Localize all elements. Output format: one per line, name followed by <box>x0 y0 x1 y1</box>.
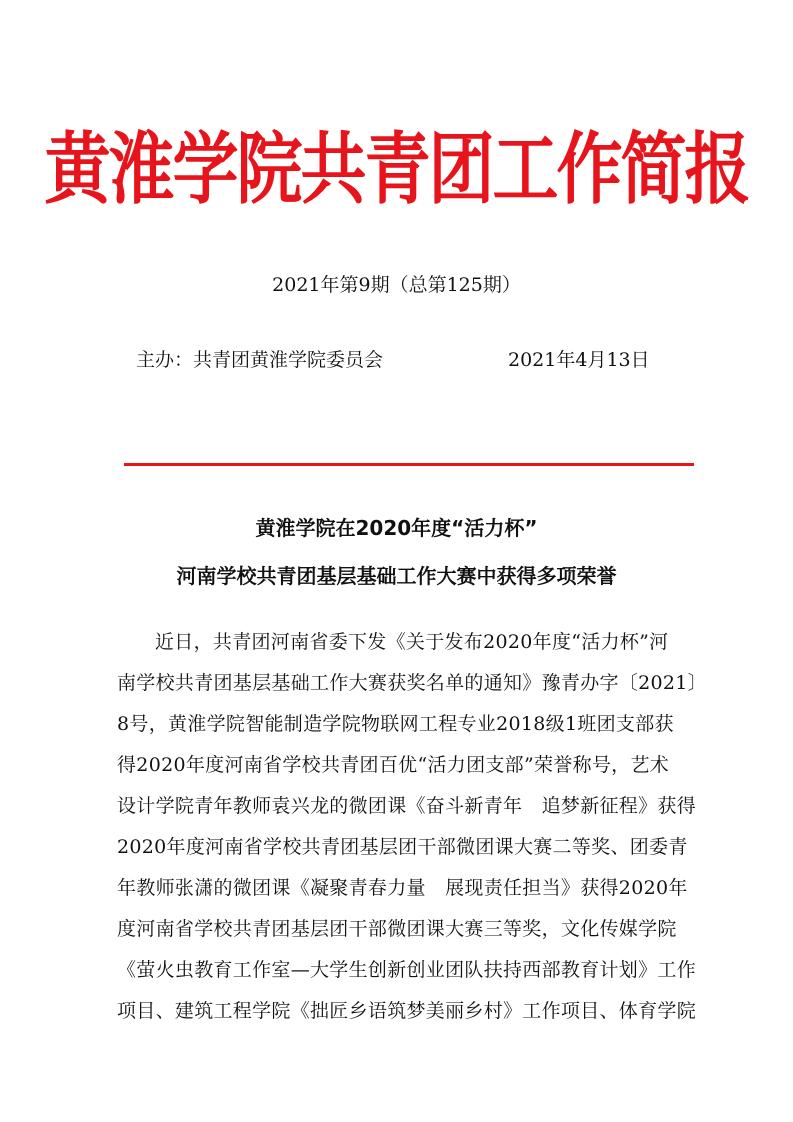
body-line: 《萤火虫教育工作室—大学生创新创业团队扶持西部教育计划》工作 <box>117 959 697 981</box>
masthead-title-text: 黄淮学院共青团工作简报 <box>44 123 749 215</box>
header-divider <box>124 463 694 466</box>
body-line: 南学校共青团基层基础工作大赛获奖名单的通知》豫青办字〔2021〕 <box>117 672 707 694</box>
body-line: 近日，共青团河南省委下发《关于发布2020年度“活力杯”河 <box>155 631 669 653</box>
body-line: 2020年度河南省学校共青团基层团干部微团课大赛二等奖、团委青 <box>117 836 688 858</box>
issue-number: 2021年第9期（总第125期） <box>272 274 521 296</box>
article-body <box>117 622 707 1032</box>
body-line: 年教师张潇的微团课《凝聚青春力量 展现责任担当》获得2020年 <box>117 877 688 899</box>
sponsor-line: 主办：共青团黄淮学院委员会 <box>136 349 384 371</box>
body-line: 8号，黄淮学院智能制造学院物联网工程专业2018级1班团支部获 <box>117 713 674 735</box>
publish-date: 2021年4月13日 <box>508 349 650 371</box>
masthead-title <box>0 120 793 220</box>
body-line: 项目、建筑工程学院《拙匠乡语筑梦美丽乡村》工作项目、体育学院 <box>117 1000 697 1022</box>
article-title-line-2: 河南学校共青团基层基础工作大赛中获得多项荣誉 <box>176 564 617 588</box>
body-line: 度河南省学校共青团基层团干部微团课大赛三等奖，文化传媒学院 <box>117 918 677 940</box>
article-title-line-1: 黄淮学院在2020年度“活力杯” <box>255 516 538 540</box>
body-line: 得2020年度河南省学校共青团百优“活力团支部”荣誉称号，艺术 <box>117 754 670 776</box>
body-line: 设计学院青年教师袁兴龙的微团课《奋斗新青年 追梦新征程》获得 <box>117 795 697 817</box>
